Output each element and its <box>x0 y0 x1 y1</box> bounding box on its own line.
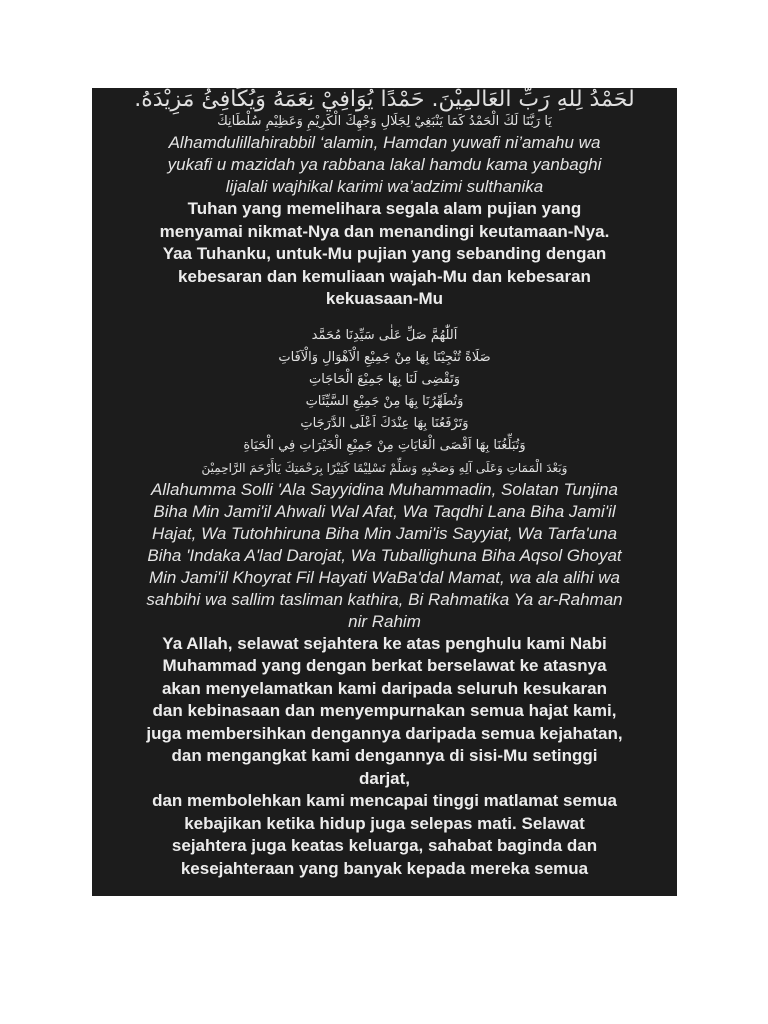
translation-line: sejahtera juga keatas keluarga, sahabat baginda dan <box>171 836 598 855</box>
hamdalah-translation <box>96 198 673 311</box>
transliteration-line: Min Jami'il Khoyrat Fil Hayati WaBa'dal Mamat, wa ala alihi wa <box>148 567 620 587</box>
arabic-salawat-line: اَللّٰهُمَّ صَلِّ عَلٰى سَيِّدِنَا مُحَمَّد <box>311 327 458 343</box>
arabic-salawat-line: وَتَقْضِى لَنَا بِهَا جَمِيْعَ الْحَاجَاتِ <box>308 371 461 387</box>
transliteration-line: Hajat, Wa Tutohhiruna Biha Min Jami'is Sayyiat, Wa Tarfa'una <box>151 523 618 543</box>
translation-line: kesejahteraan yang banyak kepada mereka semua <box>180 858 589 878</box>
arabic-salawat-line: وَتُطَهِّرُنَا بِهَا مِنْ جَمِيْعِ السَّيِّئَاتِ <box>305 393 464 409</box>
transliteration-line: sahbihi wa sallim tasliman kathira, Bi Rahmatika Ya ar-Rahman <box>146 589 623 609</box>
transliteration-line: nir Rahim <box>348 611 421 631</box>
translation-line: dan kebinasaan dan menyempurnakan semua hajat kami, <box>152 701 617 720</box>
transliteration-line: Biha 'Indaka A'lad Darojat, Wa Tuballighuna Biha Aqsol Ghoyat <box>147 545 622 565</box>
translation-line: menyamai nikmat-Nya dan menandingi keutamaan-Nya. <box>159 221 610 241</box>
transliteration-line: Alhamdulillahirabbil ‘alamin, Hamdan yuwafi ni’amahu wa <box>168 133 601 152</box>
hamdalah-transliteration <box>96 132 673 198</box>
transliteration-line: yukafi u mazidah ya rabbana lakal hamdu kama yanbaghi <box>167 155 602 174</box>
arabic-salawat-line: وَتَرْفَعُنَا بِهَا عِنْدَكَ اَعْلَى الدَّرَجَاتِ <box>300 415 469 431</box>
translation-line: akan menyelamatkan kami daripada seluruh kesukaran <box>161 678 608 698</box>
transliteration-line: lijalali wajhikal karimi wa’adzimi sulthanika <box>225 177 544 196</box>
salawat-transliteration <box>96 479 673 633</box>
arabic-salawat-line: وَبَعْدَ الْمَمَاتِ وَعَلَى آلِهِ وَصَحْبِهِ وَسَلِّمْ تَسْلِيْمًا كَثِيْرًا بِرَحْمَتِكَ يَاأَرْحَمَ الرَّاحِمِيْنَ <box>201 460 568 475</box>
arabic-hamdalah-heading: لْحَمْدُ لِلّٰهِ رَبِّ الْعَالَمِيْنَ. حَمْدًا يُوَافِيْ نِعَمَهُ وَيُكَافِئُ مَزِيْدَهُ. <box>134 88 635 112</box>
translation-line: kebesaran dan kemuliaan wajah-Mu dan kebesaran <box>178 266 591 286</box>
translation-line: darjat, <box>358 768 411 788</box>
translation-line: Ya Allah, selawat sejahtera ke atas penghulu kami Nabi <box>162 633 607 653</box>
translation-line: Yaa Tuhanku, untuk-Mu pujian yang sebanding dengan <box>162 244 607 263</box>
translation-line: Muhammad yang dengan berkat berselawat ke atasnya <box>162 656 607 675</box>
salawat-translation <box>96 633 673 881</box>
translation-line: juga membersihkan dengannya daripada semua kejahatan, <box>146 723 623 743</box>
translation-line: dan membolehkan kami mencapai tinggi matlamat semua <box>152 791 617 810</box>
arabic-salawat-line: صَلَاةً تُنْجِيْنَا بِهَا مِنْ جَمِيْعِ الْاَهْوَالِ وَالْآفَاتِ <box>278 349 491 365</box>
transliteration-line: Allahumma Solli 'Ala Sayyidina Muhammadin, Solatan Tunjina <box>151 479 618 499</box>
arabic-salawat-line: وَتُبَلِّغُنَا بِهَا اَقْصَى الْغَايَاتِ مِنْ جَمِيْعِ الْخَيْرَاتِ فِي الْحَيَاةِ <box>243 437 526 453</box>
translation-line: Tuhan yang memelihara segala alam pujian yang <box>187 199 582 218</box>
translation-line: dan mengangkat kami dengannya di sisi-Mu setinggi <box>171 746 598 765</box>
arabic-salawat-block <box>96 325 673 479</box>
translation-line: kebajikan ketika hidup juga selepas mati. Selawat <box>184 813 585 833</box>
translation-line: kekuasaan-Mu <box>325 289 444 308</box>
arabic-hamdalah-subheading: يَا رَبَّنَا لَكَ الْحَمْدُ كَمَا يَنْبَغِيْ لِجَلَالِ وَجْهِكَ الْكَرِيْمِ وَعَظِيْمِ سُلْطَانِكَ <box>217 114 552 129</box>
transliteration-line: Biha Min Jami'il Ahwali Wal Afat, Wa Taqdhi Lana Biha Jami'il <box>153 501 616 521</box>
document-page <box>92 88 677 896</box>
